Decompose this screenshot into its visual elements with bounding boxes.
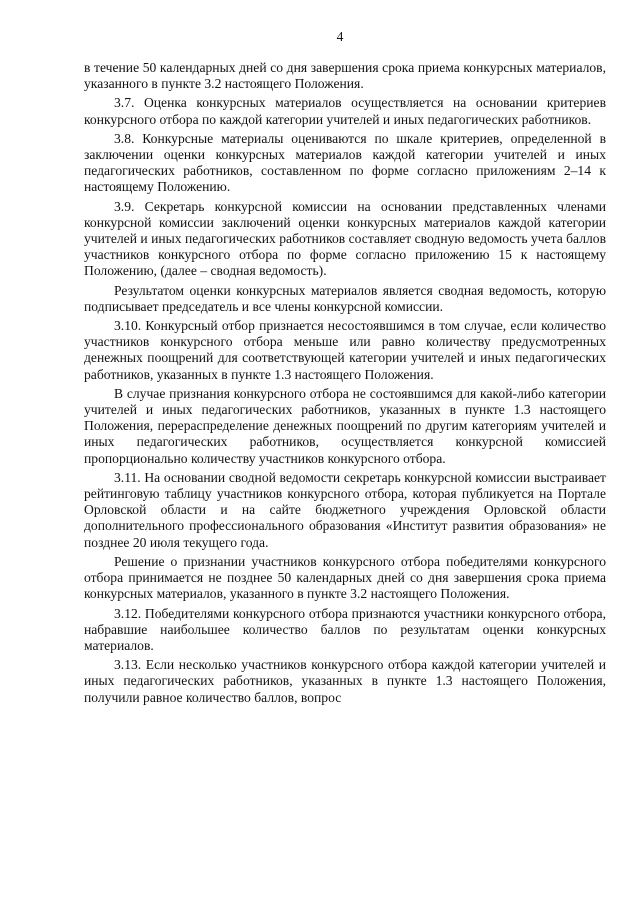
- paragraph-3-12: 3.12. Победителями конкурсного отбора признаются участники конкурсного отбора, набравшие наибольшее количество баллов по результатам оценки конкурсных материалов.: [84, 605, 606, 653]
- paragraph-result: Результатом оценки конкурсных материалов является сводная ведомость, которую подписывает председатель и все члены конкурсной комиссии.: [84, 282, 606, 314]
- page-number: 4: [336, 29, 344, 44]
- paragraph-3-8: 3.8. Конкурсные материалы оцениваются по шкале критериев, определенной в заключении оценки конкурсных материалов каждой категории учителей и иных педагогических работников, составленном по форме согласно приложениям 2–14 к настоящему Положению.: [84, 130, 606, 195]
- paragraph-3-7: 3.7. Оценка конкурсных материалов осуществляется на основании критериев конкурсного отбора по каждой категории учителей и иных педагогических работников.: [84, 95, 606, 127]
- paragraph-continuation: в течение 50 календарных дней со дня завершения срока приема конкурсных материалов, указанного в пункте 3.2 настоящего Положения.: [84, 60, 606, 92]
- paragraph-3-11: 3.11. На основании сводной ведомости секретарь конкурсной комиссии выстраивает рейтинговую таблицу участников конкурсного отбора, которая публикуется на Портале Орловской области и на сайте бюджетного учреждения Орловской области дополнительного профессионального образования «Институт развития образования» не позднее 20 июля текущего года.: [84, 469, 606, 550]
- paragraph-decision: Решение о признании участников конкурсного отбора победителями конкурсного отбора принимается не позднее 50 календарных дней со дня завершения срока приема конкурсных материалов, указанного в пункте 3.2 настоящего Положения.: [84, 553, 606, 602]
- paragraph-case: В случае признания конкурсного отбора не состоявшимся для какой-либо категории учителей и иных педагогических работников, указанных в пункте 1.3 настоящего Положения, перераспределение денежных поощрений по другим категориям учителей и иных педагогических работников, осуществляется конкурсной комиссией пропорционально количеству участников конкурсного отбора.: [84, 385, 606, 466]
- paragraph-3-13: 3.13. Если несколько участников конкурсного отбора каждой категории учителей и иных педагогических работников, указанных в пункте 1.3 настоящего Положения, получили равное количество баллов, вопрос: [84, 657, 606, 705]
- paragraph-3-10: 3.10. Конкурсный отбор признается несостоявшимся в том случае, если количество участников конкурсного отбора меньше или равно количеству предусмотренных денежных поощрений для соответствующей категории учителей и иных педагогических работников, указанных в пункте 1.3 настоящего Положения.: [84, 318, 606, 382]
- paragraph-3-9: 3.9. Секретарь конкурсной комиссии на основании представленных членами конкурсной комиссии заключений оценки конкурсных материалов каждой категории учителей и иных педагогических работников составляет сводную ведомость учета баллов участников конкурсного отбора по форме согласно приложению 15 к настоящему Положению, (далее – сводная ведомость).: [84, 198, 606, 279]
